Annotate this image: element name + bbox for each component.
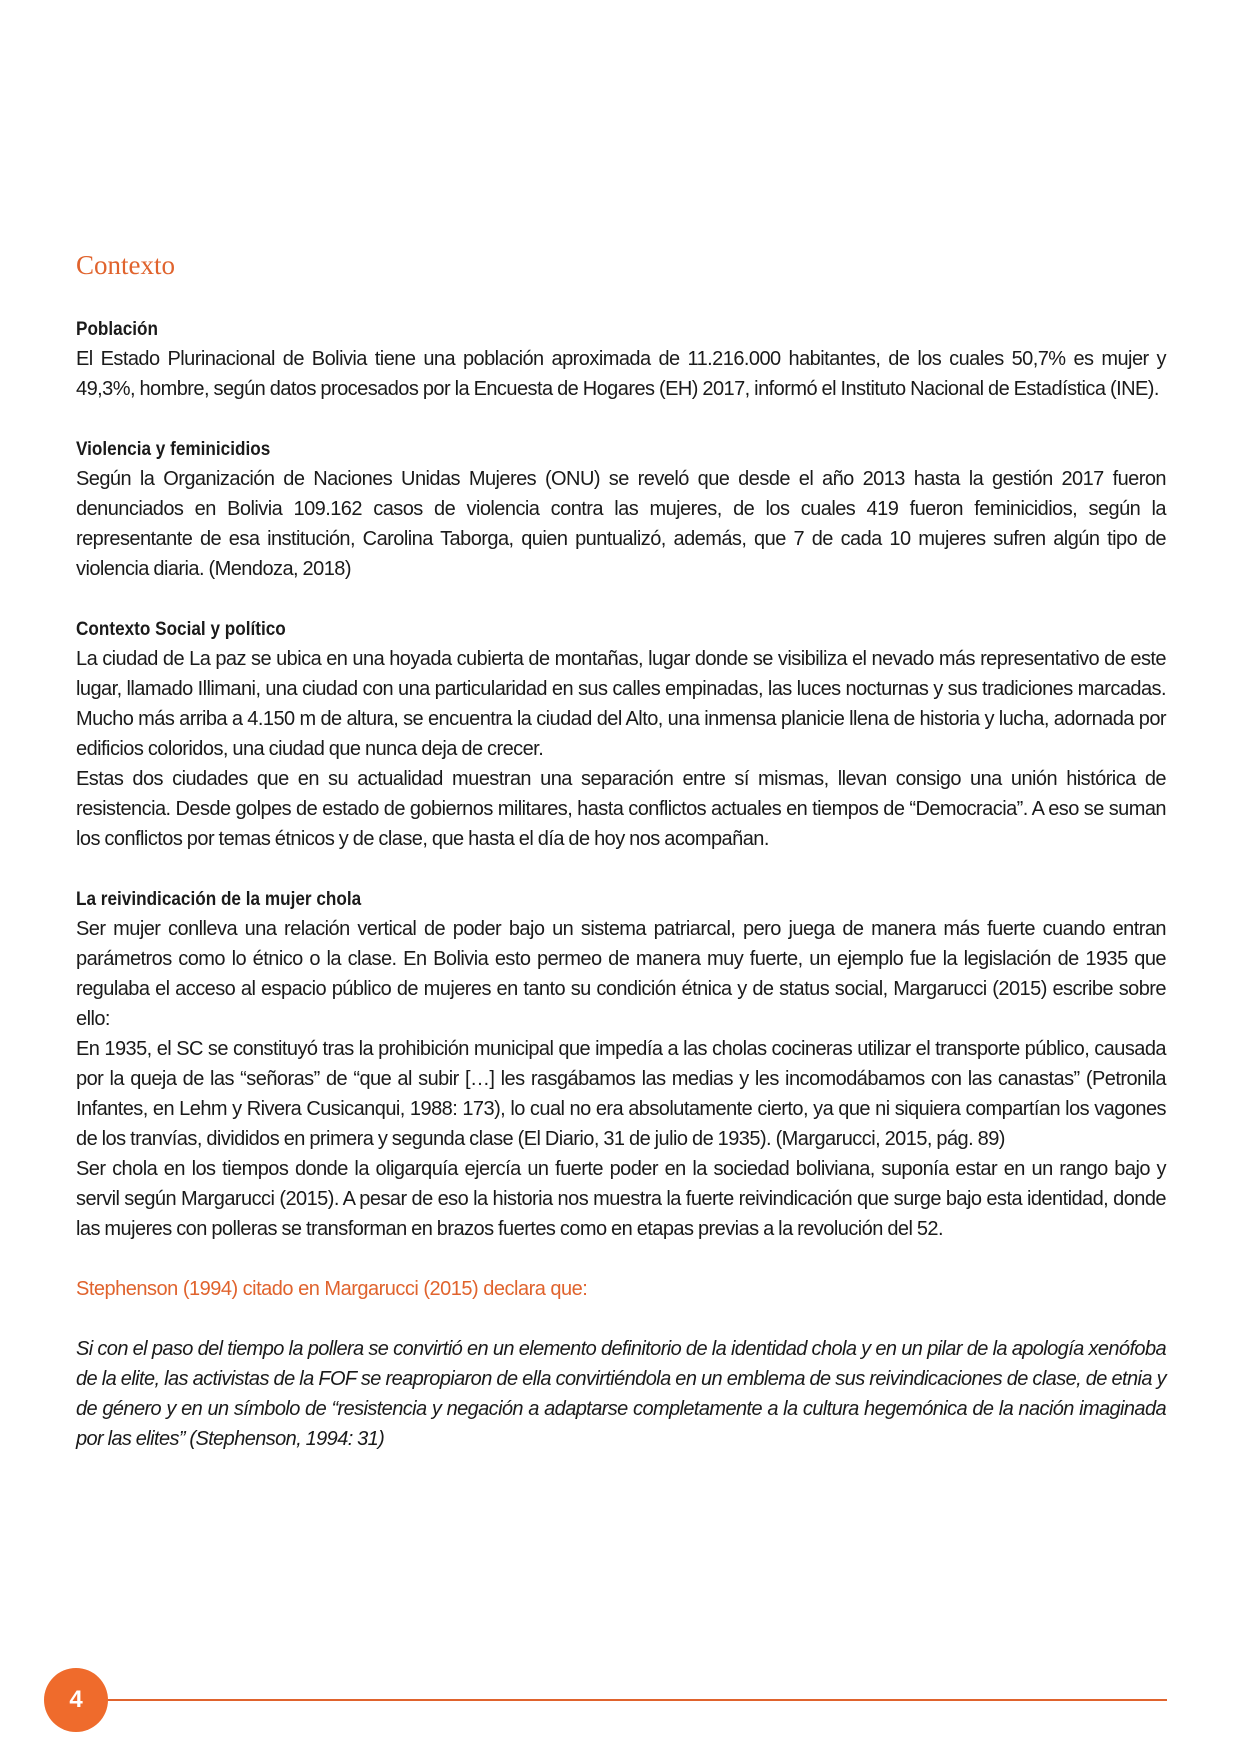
paragraph: La ciudad de La paz se ubica en una hoyada cubierta de montañas, lugar donde se visibiliza el nevado más representativo de este lugar, llamado Illimani, una ciudad con una particularidad en sus calles empinadas, las luces nocturnas y sus tradiciones marcadas. Mucho más arriba a 4.150 m de altura, se encuentra la ciudad del Alto, una inmensa planicie llena de historia y lucha, adornada por edificios coloridos, una ciudad que nunca deja de crecer. bbox=[76, 648, 1166, 760]
section-heading: Violencia y feminicidios bbox=[76, 438, 271, 460]
section-violencia bbox=[76, 434, 1166, 584]
paragraph: El Estado Plurinacional de Bolivia tiene una población aproximada de 11.216.000 habitantes, de los cuales 50,7% es mujer y 49,3%, hombre, según datos procesados por la Encuesta de Hogares (EH) 2017, informó el Instituto Nacional de Estadística (INE). bbox=[76, 348, 1166, 400]
paragraph: Ser mujer conlleva una relación vertical de poder bajo un sistema patriarcal, pero juega de manera más fuerte cuando entran parámetros como lo étnico o la clase. En Bolivia esto permeo de manera muy fuerte, un ejemplo fue la legislación de 1935 que regulaba el acceso al espacio público de mujeres en tanto su condición étnica y de status social, Margarucci (2015) escribe sobre ello: bbox=[76, 918, 1166, 1030]
block-quote: Si con el paso del tiempo la pollera se convirtió en un elemento definitorio de la identidad chola y en un pilar de la apología xenófoba de la elite, las activistas de la FOF se reapropiaron de ella convirtiéndola en un emblema de sus reivindicaciones de clase, de etnia y de género y en un símbolo de “resistencia y negación a adaptarse completamente a la cultura hegemónica de la nación imaginada por las elites” (Stephenson, 1994: 31) bbox=[76, 1338, 1166, 1450]
paragraph: Ser chola en los tiempos donde la oligarquía ejercía un fuerte poder en la sociedad boliviana, suponía estar en un rango bajo y servil según Margarucci (2015). A pesar de eso la historia nos muestra la fuerte reivindicación que surge bajo esta identidad, donde las mujeres con polleras se transforman en brazos fuertes como en etapas previas a la revolución del 52. bbox=[76, 1158, 1166, 1240]
section-heading: Población bbox=[76, 318, 159, 340]
paragraph: Según la Organización de Naciones Unidas Mujeres (ONU) se reveló que desde el año 2013 hasta la gestión 2017 fueron denunciados en Bolivia 109.162 casos de violencia contra las mujeres, de los cuales 419 fueron feminicidios, según la representante de esa institución, Carolina Taborga, quien puntualizó, además, que 7 de cada 10 mujeres sufren algún tipo de violencia diaria. (Mendoza, 2018) bbox=[76, 468, 1166, 580]
paragraph: En 1935, el SC se constituyó tras la prohibición municipal que impedía a las cholas cocineras utilizar el transporte público, causada por la queja de las “señoras” de “que al subir […] les rasgábamos las medias y les incomodábamos con las canastas” (Petronila Infantes, en Lehm y Rivera Cusicanqui, 1988: 173), lo cual no era absolutamente cierto, ya que ni siquiera compartían los vagones de los tranvías, divididos en primera y segunda clase (El Diario, 31 de julio de 1935). (Margarucci, 2015, pág. 89) bbox=[76, 1038, 1166, 1150]
section-contexto-social bbox=[76, 614, 1166, 854]
page-title: Contexto bbox=[76, 250, 175, 280]
section-poblacion bbox=[76, 314, 1166, 404]
document-body bbox=[76, 314, 1166, 1454]
section-mujer-chola bbox=[76, 884, 1166, 1244]
section-heading: La reivindicación de la mujer chola bbox=[76, 888, 362, 910]
quote-intro: Stephenson (1994) citado en Margarucci (2015) declara que: bbox=[76, 1278, 588, 1300]
footer-rule bbox=[104, 1699, 1167, 1701]
paragraph: Estas dos ciudades que en su actualidad muestran una separación entre sí mismas, llevan consigo una unión histórica de resistencia. Desde golpes de estado de gobiernos militares, hasta conflictos actuales en tiempos de “Democracia”. A eso se suman los conflictos por temas étnicos y de clase, que hasta el día de hoy nos acompañan. bbox=[76, 768, 1166, 850]
section-heading: Contexto Social y político bbox=[76, 618, 286, 640]
page-number-badge: 4 bbox=[44, 1668, 108, 1732]
